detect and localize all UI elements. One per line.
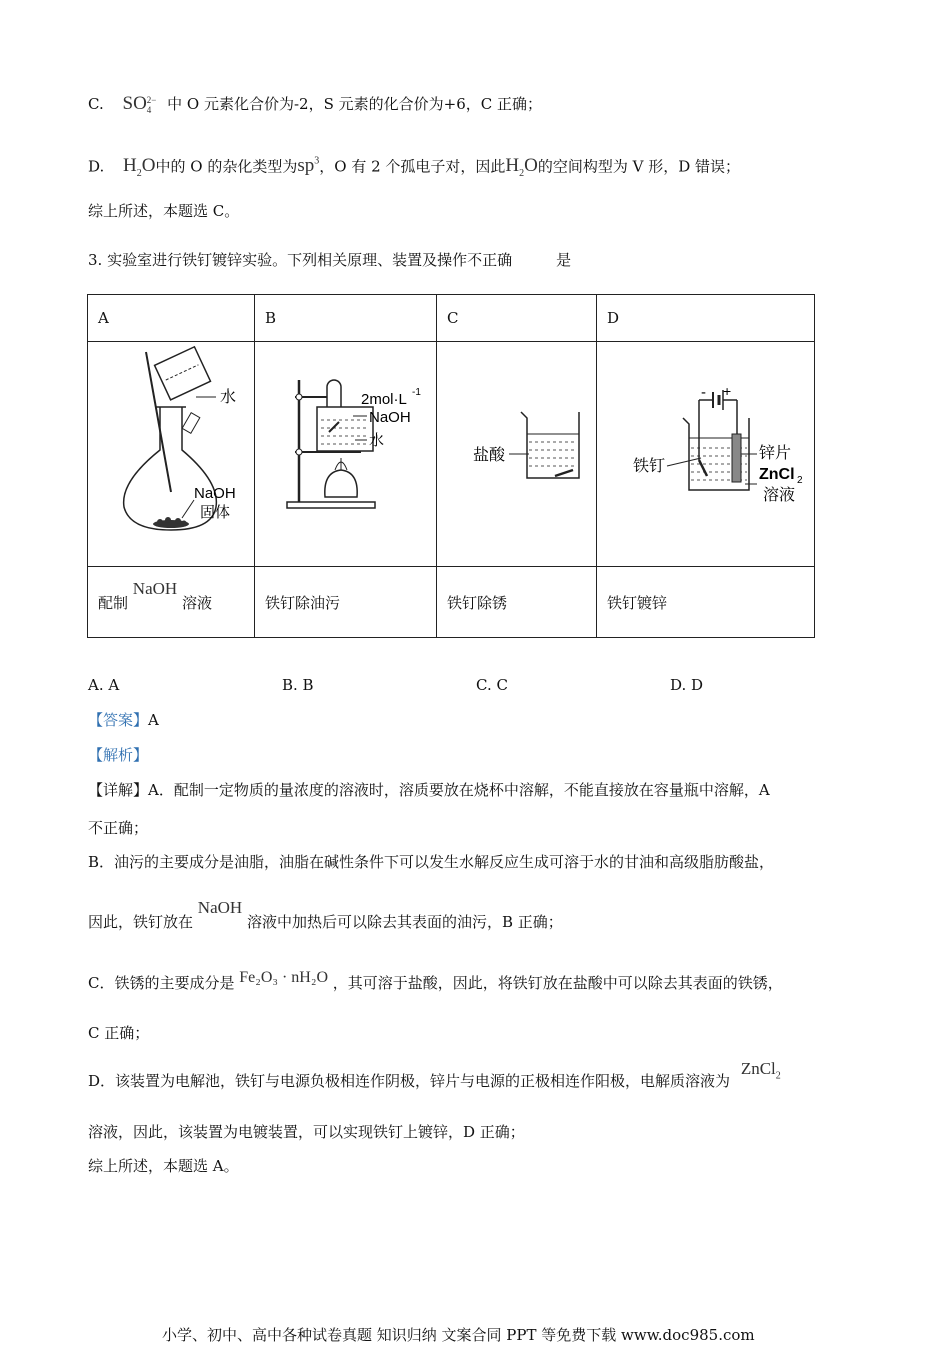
svg-text:2: 2	[797, 475, 803, 486]
caption-b: 铁钉除油污	[255, 567, 437, 638]
option-c-explanation: C. SO 2− 4 中 O 元素化合价为-2，S 元素的化合价为+6，C 正确；	[88, 93, 543, 115]
detail-d-line1: D．该装置为电解池，铁钉与电源负极相连作阴极，锌片与电源的正极相连作阳极，电解质溶液为 ZnCl$_2$	[88, 1059, 781, 1090]
caption-c: 铁钉除锈	[437, 567, 597, 638]
summary-a: 综上所述，本题选 A。	[88, 1157, 239, 1175]
header-b: B	[255, 295, 437, 342]
svg-text:-: -	[701, 384, 706, 401]
fig-c-acid-label: 盐酸	[473, 447, 506, 464]
option-d-explanation: D. $H_2O$中的 O 的杂化类型为$sp^3$，O 有 2 个孤电子对，因此$H_2O$的空间构型为 V 形，D 错误；	[88, 155, 741, 180]
choice-a: A. A	[88, 676, 120, 694]
question-stem: 3. 实验室进行铁钉镀锌实验。下列相关原理、装置及操作不正确 是	[88, 251, 572, 269]
choice-b: B. B	[282, 676, 314, 694]
figure-a-volumetric-flask	[88, 342, 255, 567]
detail-c-line2: C 正确；	[88, 1024, 150, 1042]
figure-c-beaker-acid	[437, 342, 597, 567]
figure-d-electroplating	[597, 342, 815, 567]
svg-text:2mol·L: 2mol·L	[361, 391, 407, 408]
detail-c-line1: C．铁锈的主要成分是 Fe₂O₃ · nH₂O ，其可溶于盐酸，因此，将铁钉放在盐酸中可以除去其表面的铁锈，	[88, 969, 783, 992]
fig-d-nail-label: 铁钉	[633, 458, 666, 475]
header-d: D	[597, 295, 815, 342]
svg-text:+: +	[723, 383, 732, 399]
header-a: A	[88, 295, 255, 342]
svg-text:NaOH: NaOH	[194, 485, 236, 502]
svg-text:溶液: 溶液	[763, 487, 796, 504]
choice-d: D. D	[670, 676, 704, 694]
analysis-tag: 【解析】	[88, 746, 149, 764]
detail-a-line2: 不正确；	[88, 819, 149, 837]
svg-text:-1: -1	[412, 387, 421, 398]
detail-a-line1: 【详解】A．配制一定物质的量浓度的溶液时，溶质要放在烧杯中溶解，不能直接放在容量瓶中溶解，A	[88, 781, 770, 799]
svg-text:ZnCl: ZnCl	[759, 466, 795, 483]
svg-text:NaOH: NaOH	[369, 409, 411, 426]
caption-d: 铁钉镀锌	[597, 567, 815, 638]
detail-b-line2: 因此，铁钉放在 NaOH 溶液中加热后可以除去其表面的油污，B 正确；	[88, 898, 563, 931]
summary-c: 综上所述，本题选 C。	[88, 202, 240, 220]
choice-c: C. C	[476, 676, 508, 694]
figure-b-heating-setup	[255, 342, 437, 567]
detail-b-line1: B．油污的主要成分是油脂，油脂在碱性条件下可以发生水解反应生成可溶于水的甘油和高级脂肪酸盐，	[88, 853, 775, 871]
page-footer: 小学、初中、高中各种试卷真题 知识归纳 文案合同 PPT 等免费下载 www.doc985.com	[162, 1326, 755, 1344]
svg-text:固体: 固体	[200, 504, 231, 521]
options-table	[87, 294, 815, 638]
detail-d-line2: 溶液，因此，该装置为电镀装置，可以实现铁钉上镀锌，D 正确；	[88, 1123, 525, 1141]
header-c: C	[437, 295, 597, 342]
svg-text:水: 水	[369, 432, 385, 449]
sulfate-formula: SO 2− 4	[122, 93, 157, 115]
answer-line: 【答案】A	[88, 711, 159, 729]
fig-a-water-label: 水	[220, 389, 237, 406]
caption-a: 配制 NaOH 溶液	[88, 567, 255, 638]
svg-text:锌片: 锌片	[759, 445, 792, 462]
